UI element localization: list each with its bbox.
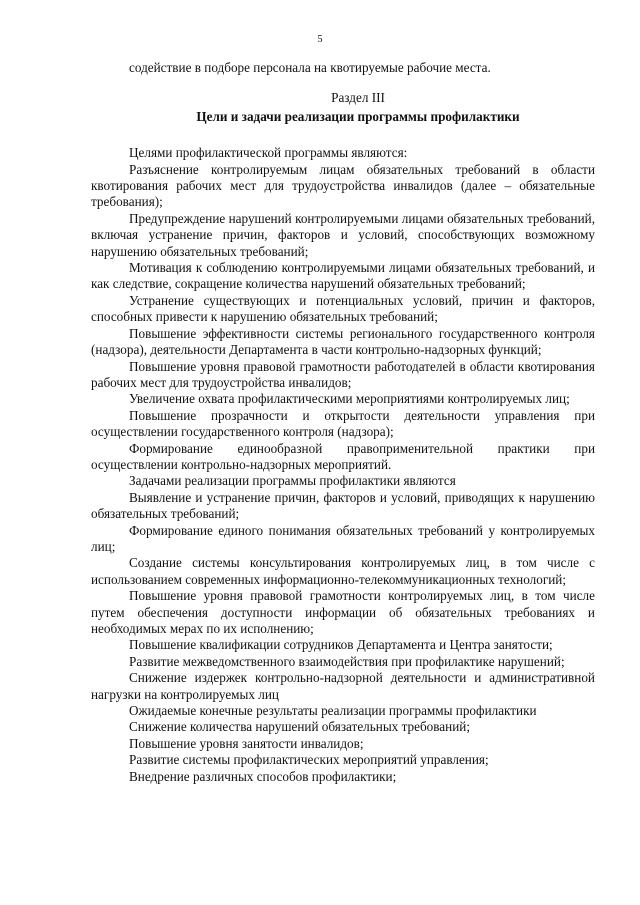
document-body [91,60,595,785]
paragraph: Увеличение охвата профилактическими мероприятиями контролируемых лиц; [129,391,570,407]
page-number: 5 [317,34,323,45]
paragraph: Развитие системы профилактических мероприятий управления; [129,752,489,768]
paragraph: Снижение количества нарушений обязательных требований; [129,719,470,735]
paragraph: Разъяснение контролируемым лицам обязательных требований в области квотирования рабочих мест для трудоустройства инвалидов (далее – обязательные требования); [91,161,595,210]
paragraph: Повышение прозрачности и открытости деятельности управления при осуществлении государственного контроля (надзора); [91,407,595,440]
paragraph: Формирование единого понимания обязательных требований у контролируемых лиц; [91,522,595,554]
paragraph: Устранение существующих и потенциальных условий, причин и факторов, способных привести к нарушению обязательных требований; [91,292,595,325]
paragraph: Снижение издержек контрольно-надзорной деятельности и административной нагрузки на контролируемых лиц [91,670,595,702]
paragraph-goals-intro: Целями профилактической программы являются: [129,145,408,161]
paragraph: Повышение уровня занятости инвалидов; [129,735,364,751]
section-label: Раздел III [331,90,385,106]
intro-line: содействие в подборе персонала на квотируемые рабочие места. [129,60,491,75]
paragraph: Формирование единообразной правоприменительной практики при осуществлении контрольно-надзорных мероприятий. [91,440,595,472]
paragraph: Развитие межведомственного взаимодействия при профилактике нарушений; [129,653,565,669]
section-title: Цели и задачи реализации программы профилактики [196,108,520,124]
paragraph: Повышение эффективности системы регионального государственного контроля (надзора), деятельности Департамента в части контрольно-надзорных функций; [91,325,595,358]
paragraph-results-intro: Ожидаемые конечные результаты реализации программы профилактики [129,703,537,719]
paragraph: Повышение уровня правовой грамотности работодателей в области квотирования рабочих мест для трудоустройства инвалидов; [91,358,595,390]
paragraph: Внедрение различных способов профилактики; [129,768,397,784]
paragraph: Повышение квалификации сотрудников Департамента и Центра занятости; [129,637,553,653]
spacer [91,125,595,145]
paragraph: Мотивация к соблюдению контролируемыми лицами обязательных требований, и как следствие, сокращение количества нарушений обязательных требований; [91,260,595,292]
paragraph-tasks-intro: Задачами реализации программы профилактики являются [129,473,456,489]
paragraph: Выявление и устранение причин, факторов и условий, приводящих к нарушению обязательных требований; [91,489,595,522]
paragraph: Повышение уровня правовой грамотности контролируемых лиц, в том числе путем обеспечения доступности информации об обязательных требованиях и необходимых мерах по их исполнению; [91,588,595,636]
paragraph: Предупреждение нарушений контролируемыми лицами обязательных требований, включая устранение причин, факторов и условий, способствующих возможному нарушению обязательных требований; [91,210,595,259]
paragraph: Создание системы консультирования контролируемых лиц, в том числе с использованием современных информационно-телекоммуникационных технологий; [91,555,595,587]
